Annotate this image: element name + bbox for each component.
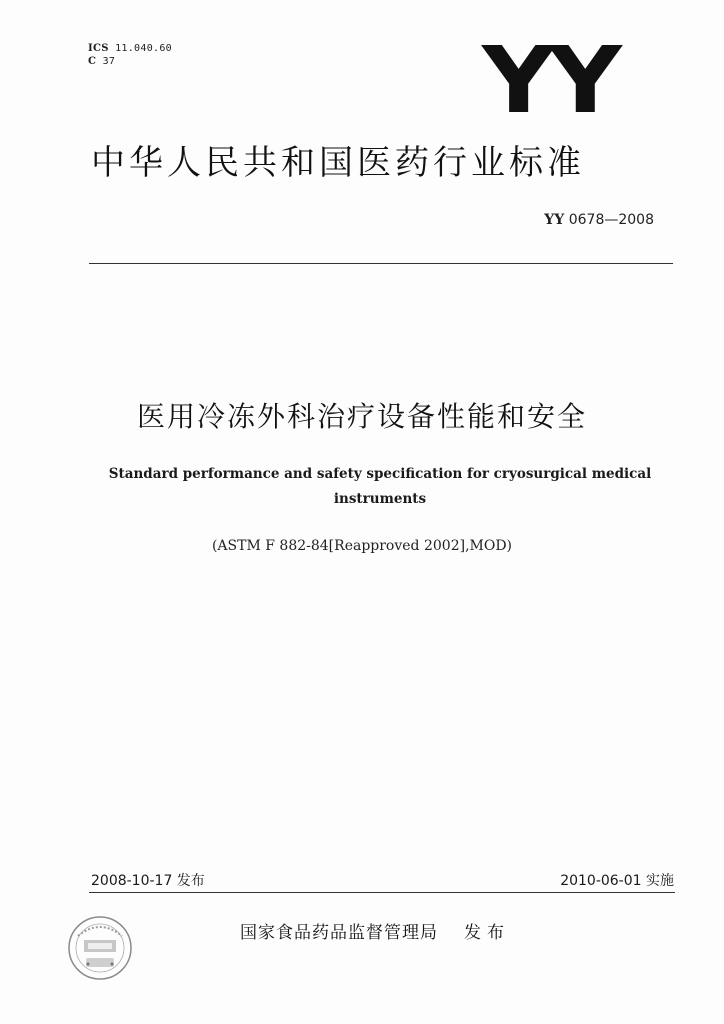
classification-codes <box>88 42 172 68</box>
standard-code-value: 0678—2008 <box>568 212 654 228</box>
issue-date: 2008-10-17 发布 <box>91 873 205 889</box>
ccs-value: 37 <box>102 56 116 67</box>
english-title-line-1: Standard performance and safety specification for cryosurgical medical <box>108 466 652 482</box>
ccs-label: C <box>88 56 97 67</box>
publish-action: 发布 <box>464 923 510 943</box>
standard-category-title: 中华人民共和国医药行业标准 <box>91 143 585 183</box>
bottom-divider <box>89 892 675 893</box>
publisher-name: 国家食品药品监督管理局 <box>240 923 438 943</box>
ics-label: ICS <box>88 43 109 54</box>
document-title-chinese: 医用冷冻外科治疗设备性能和安全 <box>136 400 587 433</box>
adopted-standard-reference: (ASTM F 882-84[Reapproved 2002],MOD) <box>211 538 513 554</box>
ccs-code <box>88 55 172 68</box>
english-title-line-2: instruments <box>333 491 427 507</box>
document-title-english <box>100 462 660 512</box>
effective-date: 2010-06-01 实施 <box>560 873 674 889</box>
top-divider <box>89 263 673 264</box>
yy-logo: YY <box>482 27 616 134</box>
publishing-authority <box>240 918 510 943</box>
standard-number <box>544 212 654 228</box>
ics-value: 11.040.60 <box>115 43 172 54</box>
standard-code-prefix: YY <box>544 212 565 228</box>
ics-code <box>88 42 172 55</box>
anti-counterfeit-seal-icon <box>66 914 134 982</box>
